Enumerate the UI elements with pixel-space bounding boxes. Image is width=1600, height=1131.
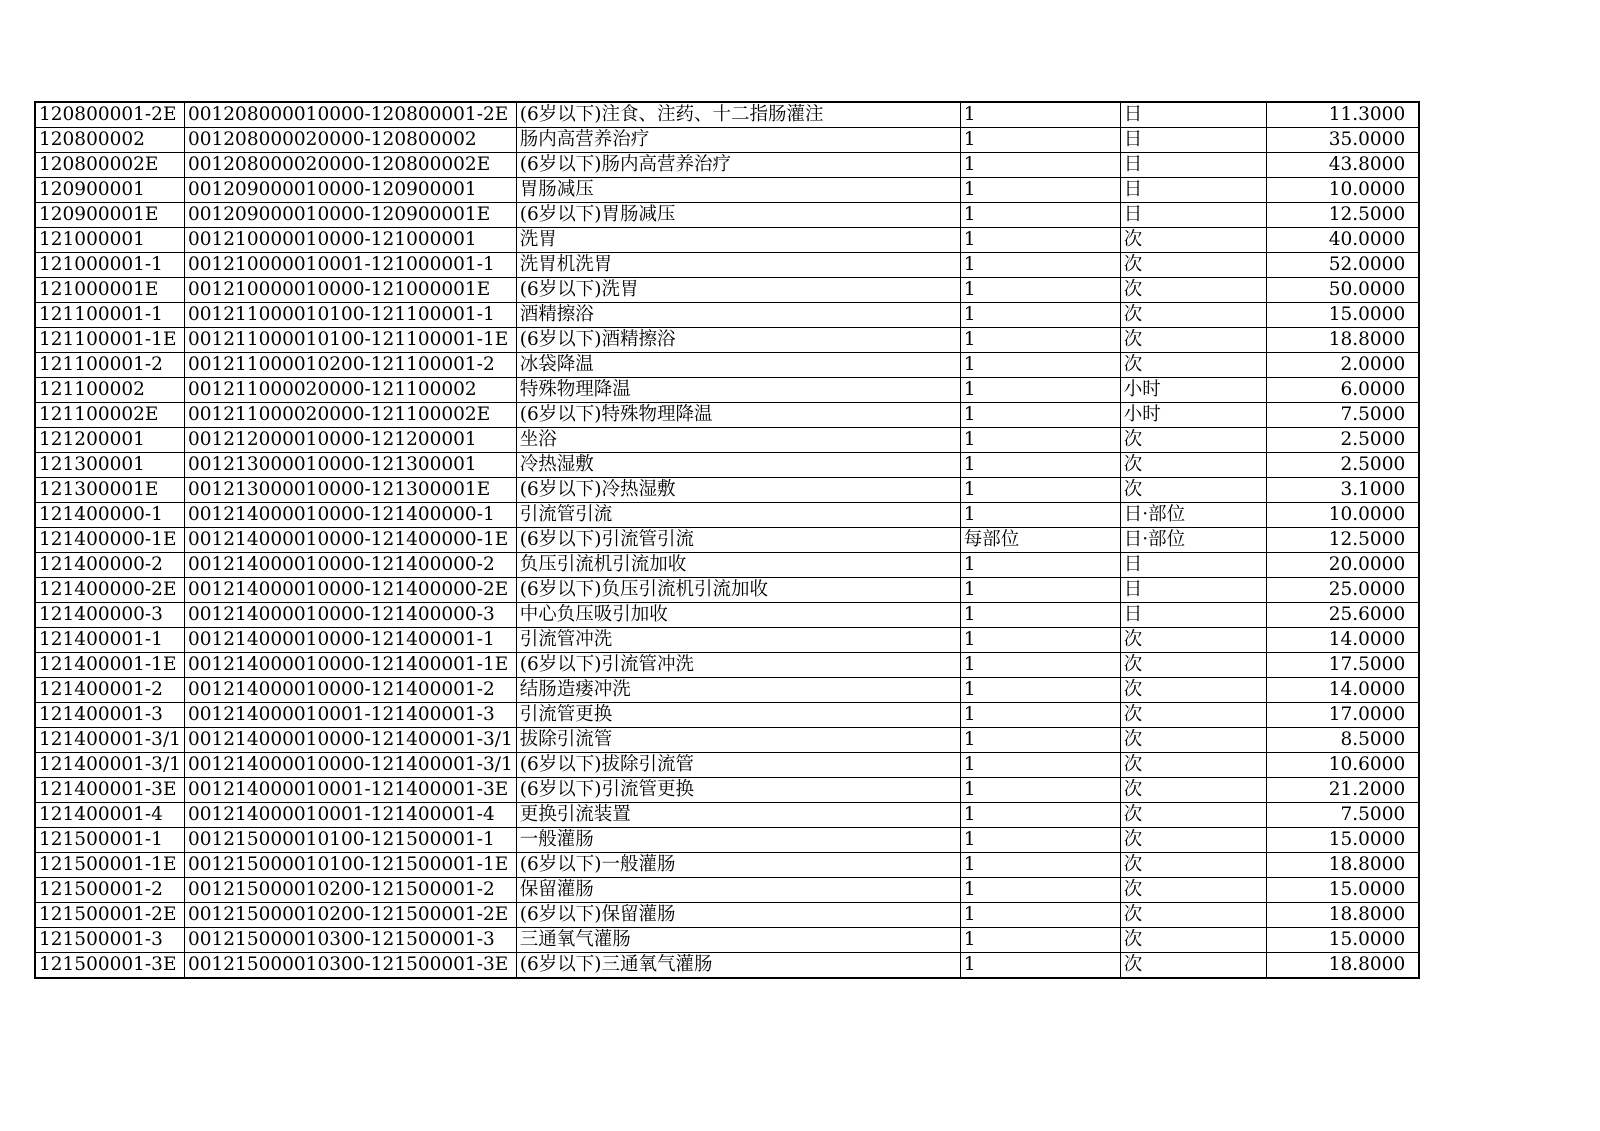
unit-cell: 次	[1120, 678, 1266, 703]
item-code-cell: 121400000-1E	[35, 528, 184, 553]
price-cell: 10.6000	[1266, 753, 1419, 778]
quantity-cell: 1	[960, 853, 1120, 878]
unit-cell: 日	[1120, 578, 1266, 603]
price-cell: 12.5000	[1266, 528, 1419, 553]
price-cell: 15.0000	[1266, 828, 1419, 853]
item-code-cell: 121400001-1	[35, 628, 184, 653]
item-name-cell: 一般灌肠	[516, 828, 960, 853]
item-name-cell: (6岁以下)洗胃	[516, 278, 960, 303]
table-row	[35, 203, 1419, 228]
quantity-cell: 1	[960, 153, 1120, 178]
full-code-cell: 001214000010000-121400001-3/1	[184, 753, 516, 778]
full-code-cell: 001214000010000-121400000-1E	[184, 528, 516, 553]
quantity-cell: 1	[960, 128, 1120, 153]
quantity-cell: 1	[960, 653, 1120, 678]
full-code-cell: 001214000010000-121400000-2E	[184, 578, 516, 603]
price-cell: 43.8000	[1266, 153, 1419, 178]
quantity-cell: 1	[960, 628, 1120, 653]
unit-cell: 日	[1120, 553, 1266, 578]
item-name-cell: 冷热湿敷	[516, 453, 960, 478]
full-code-cell: 001208000010000-120800001-2E	[184, 102, 516, 128]
full-code-cell: 001210000010000-121000001	[184, 228, 516, 253]
unit-cell: 次	[1120, 228, 1266, 253]
price-cell: 18.8000	[1266, 903, 1419, 928]
table-row	[35, 153, 1419, 178]
price-cell: 2.0000	[1266, 353, 1419, 378]
unit-cell: 日	[1120, 203, 1266, 228]
item-name-cell: (6岁以下)肠内高营养治疗	[516, 153, 960, 178]
item-name-cell: 胃肠减压	[516, 178, 960, 203]
quantity-cell: 1	[960, 728, 1120, 753]
price-cell: 25.6000	[1266, 603, 1419, 628]
item-name-cell: 特殊物理降温	[516, 378, 960, 403]
item-code-cell: 121100001-2	[35, 353, 184, 378]
quantity-cell: 1	[960, 278, 1120, 303]
table-row	[35, 603, 1419, 628]
full-code-cell: 001211000010200-121100001-2	[184, 353, 516, 378]
unit-cell: 次	[1120, 353, 1266, 378]
price-cell: 10.0000	[1266, 503, 1419, 528]
full-code-cell: 001211000020000-121100002	[184, 378, 516, 403]
quantity-cell: 1	[960, 703, 1120, 728]
item-name-cell: 结肠造瘘冲洗	[516, 678, 960, 703]
full-code-cell: 001214000010000-121400000-2	[184, 553, 516, 578]
unit-cell: 次	[1120, 478, 1266, 503]
item-name-cell: (6岁以下)特殊物理降温	[516, 403, 960, 428]
unit-cell: 次	[1120, 778, 1266, 803]
full-code-cell: 001210000010001-121000001-1	[184, 253, 516, 278]
price-cell: 17.5000	[1266, 653, 1419, 678]
quantity-cell: 1	[960, 403, 1120, 428]
table-row	[35, 478, 1419, 503]
item-code-cell: 121100001-1E	[35, 328, 184, 353]
table-row	[35, 228, 1419, 253]
full-code-cell: 001215000010100-121500001-1	[184, 828, 516, 853]
price-table	[34, 101, 1420, 979]
item-code-cell: 121400000-3	[35, 603, 184, 628]
full-code-cell: 001214000010001-121400001-4	[184, 803, 516, 828]
unit-cell: 次	[1120, 453, 1266, 478]
item-code-cell: 121500001-3	[35, 928, 184, 953]
price-cell: 20.0000	[1266, 553, 1419, 578]
table-row	[35, 303, 1419, 328]
full-code-cell: 001215000010300-121500001-3E	[184, 953, 516, 979]
item-code-cell: 121500001-2	[35, 878, 184, 903]
price-cell: 18.8000	[1266, 853, 1419, 878]
item-name-cell: (6岁以下)保留灌肠	[516, 903, 960, 928]
table-row	[35, 578, 1419, 603]
item-name-cell: (6岁以下)一般灌肠	[516, 853, 960, 878]
price-cell: 17.0000	[1266, 703, 1419, 728]
item-code-cell: 121400000-2	[35, 553, 184, 578]
price-cell: 14.0000	[1266, 678, 1419, 703]
item-code-cell: 120800002E	[35, 153, 184, 178]
unit-cell: 次	[1120, 328, 1266, 353]
table-row	[35, 703, 1419, 728]
table-row	[35, 253, 1419, 278]
unit-cell: 日	[1120, 102, 1266, 128]
quantity-cell: 1	[960, 428, 1120, 453]
table-row	[35, 728, 1419, 753]
table-row	[35, 653, 1419, 678]
table-row	[35, 753, 1419, 778]
full-code-cell: 001211000010100-121100001-1E	[184, 328, 516, 353]
price-cell: 52.0000	[1266, 253, 1419, 278]
item-code-cell: 121400001-3/1	[35, 753, 184, 778]
price-cell: 2.5000	[1266, 428, 1419, 453]
price-cell: 10.0000	[1266, 178, 1419, 203]
table-row	[35, 528, 1419, 553]
item-code-cell: 121400001-4	[35, 803, 184, 828]
table-row	[35, 278, 1419, 303]
quantity-cell: 1	[960, 328, 1120, 353]
price-cell: 18.8000	[1266, 328, 1419, 353]
item-name-cell: 坐浴	[516, 428, 960, 453]
full-code-cell: 001214000010000-121400001-2	[184, 678, 516, 703]
item-code-cell: 121400000-1	[35, 503, 184, 528]
unit-cell: 次	[1120, 253, 1266, 278]
quantity-cell: 1	[960, 378, 1120, 403]
table-row	[35, 853, 1419, 878]
quantity-cell: 1	[960, 303, 1120, 328]
table-row	[35, 678, 1419, 703]
quantity-cell: 1	[960, 453, 1120, 478]
unit-cell: 日·部位	[1120, 528, 1266, 553]
unit-cell: 次	[1120, 728, 1266, 753]
price-cell: 7.5000	[1266, 403, 1419, 428]
item-code-cell: 121400000-2E	[35, 578, 184, 603]
full-code-cell: 001215000010200-121500001-2	[184, 878, 516, 903]
quantity-cell: 1	[960, 953, 1120, 979]
price-cell: 14.0000	[1266, 628, 1419, 653]
item-code-cell: 121500001-2E	[35, 903, 184, 928]
item-name-cell: (6岁以下)负压引流机引流加收	[516, 578, 960, 603]
item-code-cell: 121300001E	[35, 478, 184, 503]
item-code-cell: 121100002E	[35, 403, 184, 428]
quantity-cell: 1	[960, 603, 1120, 628]
item-code-cell: 121400001-3/1	[35, 728, 184, 753]
full-code-cell: 001211000010100-121100001-1	[184, 303, 516, 328]
quantity-cell: 1	[960, 828, 1120, 853]
price-cell: 21.2000	[1266, 778, 1419, 803]
table-row	[35, 128, 1419, 153]
full-code-cell: 001209000010000-120900001	[184, 178, 516, 203]
item-name-cell: 酒精擦浴	[516, 303, 960, 328]
item-code-cell: 121500001-1E	[35, 853, 184, 878]
unit-cell: 次	[1120, 703, 1266, 728]
full-code-cell: 001212000010000-121200001	[184, 428, 516, 453]
table-row	[35, 503, 1419, 528]
unit-cell: 日·部位	[1120, 503, 1266, 528]
table-row	[35, 178, 1419, 203]
unit-cell: 次	[1120, 853, 1266, 878]
table-row	[35, 328, 1419, 353]
full-code-cell: 001215000010300-121500001-3	[184, 928, 516, 953]
quantity-cell: 1	[960, 803, 1120, 828]
item-code-cell: 121200001	[35, 428, 184, 453]
full-code-cell: 001214000010000-121400000-1	[184, 503, 516, 528]
price-cell: 11.3000	[1266, 102, 1419, 128]
unit-cell: 日	[1120, 178, 1266, 203]
full-code-cell: 001214000010001-121400001-3	[184, 703, 516, 728]
item-name-cell: (6岁以下)引流管更换	[516, 778, 960, 803]
item-name-cell: (6岁以下)三通氧气灌肠	[516, 953, 960, 979]
item-code-cell: 121000001E	[35, 278, 184, 303]
price-cell: 50.0000	[1266, 278, 1419, 303]
unit-cell: 次	[1120, 953, 1266, 979]
quantity-cell: 1	[960, 178, 1120, 203]
item-code-cell: 120800001-2E	[35, 102, 184, 128]
table-row	[35, 628, 1419, 653]
price-cell: 15.0000	[1266, 303, 1419, 328]
price-cell: 6.0000	[1266, 378, 1419, 403]
unit-cell: 日	[1120, 603, 1266, 628]
unit-cell: 次	[1120, 303, 1266, 328]
item-name-cell: 保留灌肠	[516, 878, 960, 903]
item-name-cell: (6岁以下)冷热湿敷	[516, 478, 960, 503]
item-code-cell: 121300001	[35, 453, 184, 478]
unit-cell: 次	[1120, 828, 1266, 853]
full-code-cell: 001213000010000-121300001	[184, 453, 516, 478]
table-row	[35, 453, 1419, 478]
quantity-cell: 每部位	[960, 528, 1120, 553]
price-cell: 8.5000	[1266, 728, 1419, 753]
quantity-cell: 1	[960, 553, 1120, 578]
quantity-cell: 1	[960, 753, 1120, 778]
price-cell: 18.8000	[1266, 953, 1419, 979]
full-code-cell: 001213000010000-121300001E	[184, 478, 516, 503]
item-name-cell: 更换引流装置	[516, 803, 960, 828]
quantity-cell: 1	[960, 102, 1120, 128]
item-name-cell: (6岁以下)酒精擦浴	[516, 328, 960, 353]
table-row	[35, 102, 1419, 128]
full-code-cell: 001214000010000-121400001-1E	[184, 653, 516, 678]
quantity-cell: 1	[960, 778, 1120, 803]
unit-cell: 日	[1120, 128, 1266, 153]
unit-cell: 次	[1120, 278, 1266, 303]
unit-cell: 小时	[1120, 403, 1266, 428]
table-row	[35, 403, 1419, 428]
item-name-cell: 三通氧气灌肠	[516, 928, 960, 953]
item-code-cell: 121500001-1	[35, 828, 184, 853]
unit-cell: 次	[1120, 753, 1266, 778]
table-row	[35, 553, 1419, 578]
table-row	[35, 378, 1419, 403]
item-name-cell: 洗胃	[516, 228, 960, 253]
item-code-cell: 120800002	[35, 128, 184, 153]
quantity-cell: 1	[960, 478, 1120, 503]
full-code-cell: 001210000010000-121000001E	[184, 278, 516, 303]
item-code-cell: 121400001-1E	[35, 653, 184, 678]
price-cell: 2.5000	[1266, 453, 1419, 478]
price-cell: 35.0000	[1266, 128, 1419, 153]
item-code-cell: 120900001E	[35, 203, 184, 228]
unit-cell: 次	[1120, 803, 1266, 828]
table-row	[35, 353, 1419, 378]
table-row	[35, 878, 1419, 903]
unit-cell: 小时	[1120, 378, 1266, 403]
unit-cell: 次	[1120, 628, 1266, 653]
item-name-cell: 引流管冲洗	[516, 628, 960, 653]
item-name-cell: 负压引流机引流加收	[516, 553, 960, 578]
table-row	[35, 803, 1419, 828]
quantity-cell: 1	[960, 878, 1120, 903]
price-cell: 12.5000	[1266, 203, 1419, 228]
item-name-cell: 肠内高营养治疗	[516, 128, 960, 153]
quantity-cell: 1	[960, 678, 1120, 703]
full-code-cell: 001215000010100-121500001-1E	[184, 853, 516, 878]
item-name-cell: (6岁以下)引流管引流	[516, 528, 960, 553]
item-code-cell: 121100002	[35, 378, 184, 403]
quantity-cell: 1	[960, 503, 1120, 528]
full-code-cell: 001209000010000-120900001E	[184, 203, 516, 228]
full-code-cell: 001214000010000-121400001-1	[184, 628, 516, 653]
item-name-cell: 引流管引流	[516, 503, 960, 528]
item-name-cell: 中心负压吸引加收	[516, 603, 960, 628]
item-name-cell: (6岁以下)胃肠减压	[516, 203, 960, 228]
full-code-cell: 001208000020000-120800002	[184, 128, 516, 153]
price-cell: 15.0000	[1266, 928, 1419, 953]
item-code-cell: 121500001-3E	[35, 953, 184, 979]
table-row	[35, 953, 1419, 979]
item-code-cell: 121400001-2	[35, 678, 184, 703]
full-code-cell: 001208000020000-120800002E	[184, 153, 516, 178]
item-code-cell: 121100001-1	[35, 303, 184, 328]
unit-cell: 次	[1120, 928, 1266, 953]
quantity-cell: 1	[960, 928, 1120, 953]
unit-cell: 次	[1120, 903, 1266, 928]
quantity-cell: 1	[960, 903, 1120, 928]
quantity-cell: 1	[960, 228, 1120, 253]
unit-cell: 次	[1120, 878, 1266, 903]
price-cell: 15.0000	[1266, 878, 1419, 903]
table-body	[35, 102, 1419, 978]
item-code-cell: 120900001	[35, 178, 184, 203]
quantity-cell: 1	[960, 353, 1120, 378]
quantity-cell: 1	[960, 203, 1120, 228]
full-code-cell: 001211000020000-121100002E	[184, 403, 516, 428]
item-code-cell: 121400001-3E	[35, 778, 184, 803]
item-code-cell: 121400001-3	[35, 703, 184, 728]
table-row	[35, 903, 1419, 928]
item-code-cell: 121000001	[35, 228, 184, 253]
quantity-cell: 1	[960, 578, 1120, 603]
item-code-cell: 121000001-1	[35, 253, 184, 278]
unit-cell: 次	[1120, 428, 1266, 453]
price-cell: 7.5000	[1266, 803, 1419, 828]
price-cell: 3.1000	[1266, 478, 1419, 503]
unit-cell: 日	[1120, 153, 1266, 178]
full-code-cell: 001214000010000-121400001-3/1	[184, 728, 516, 753]
unit-cell: 次	[1120, 653, 1266, 678]
item-name-cell: (6岁以下)引流管冲洗	[516, 653, 960, 678]
quantity-cell: 1	[960, 253, 1120, 278]
item-name-cell: (6岁以下)拔除引流管	[516, 753, 960, 778]
price-sheet	[34, 101, 1420, 979]
full-code-cell: 001215000010200-121500001-2E	[184, 903, 516, 928]
item-name-cell: 拔除引流管	[516, 728, 960, 753]
item-name-cell: (6岁以下)注食、注药、十二指肠灌注	[516, 102, 960, 128]
full-code-cell: 001214000010001-121400001-3E	[184, 778, 516, 803]
full-code-cell: 001214000010000-121400000-3	[184, 603, 516, 628]
table-row	[35, 828, 1419, 853]
table-row	[35, 428, 1419, 453]
price-cell: 40.0000	[1266, 228, 1419, 253]
item-name-cell: 引流管更换	[516, 703, 960, 728]
table-row	[35, 928, 1419, 953]
table-row	[35, 778, 1419, 803]
price-cell: 25.0000	[1266, 578, 1419, 603]
item-name-cell: 冰袋降温	[516, 353, 960, 378]
item-name-cell: 洗胃机洗胃	[516, 253, 960, 278]
